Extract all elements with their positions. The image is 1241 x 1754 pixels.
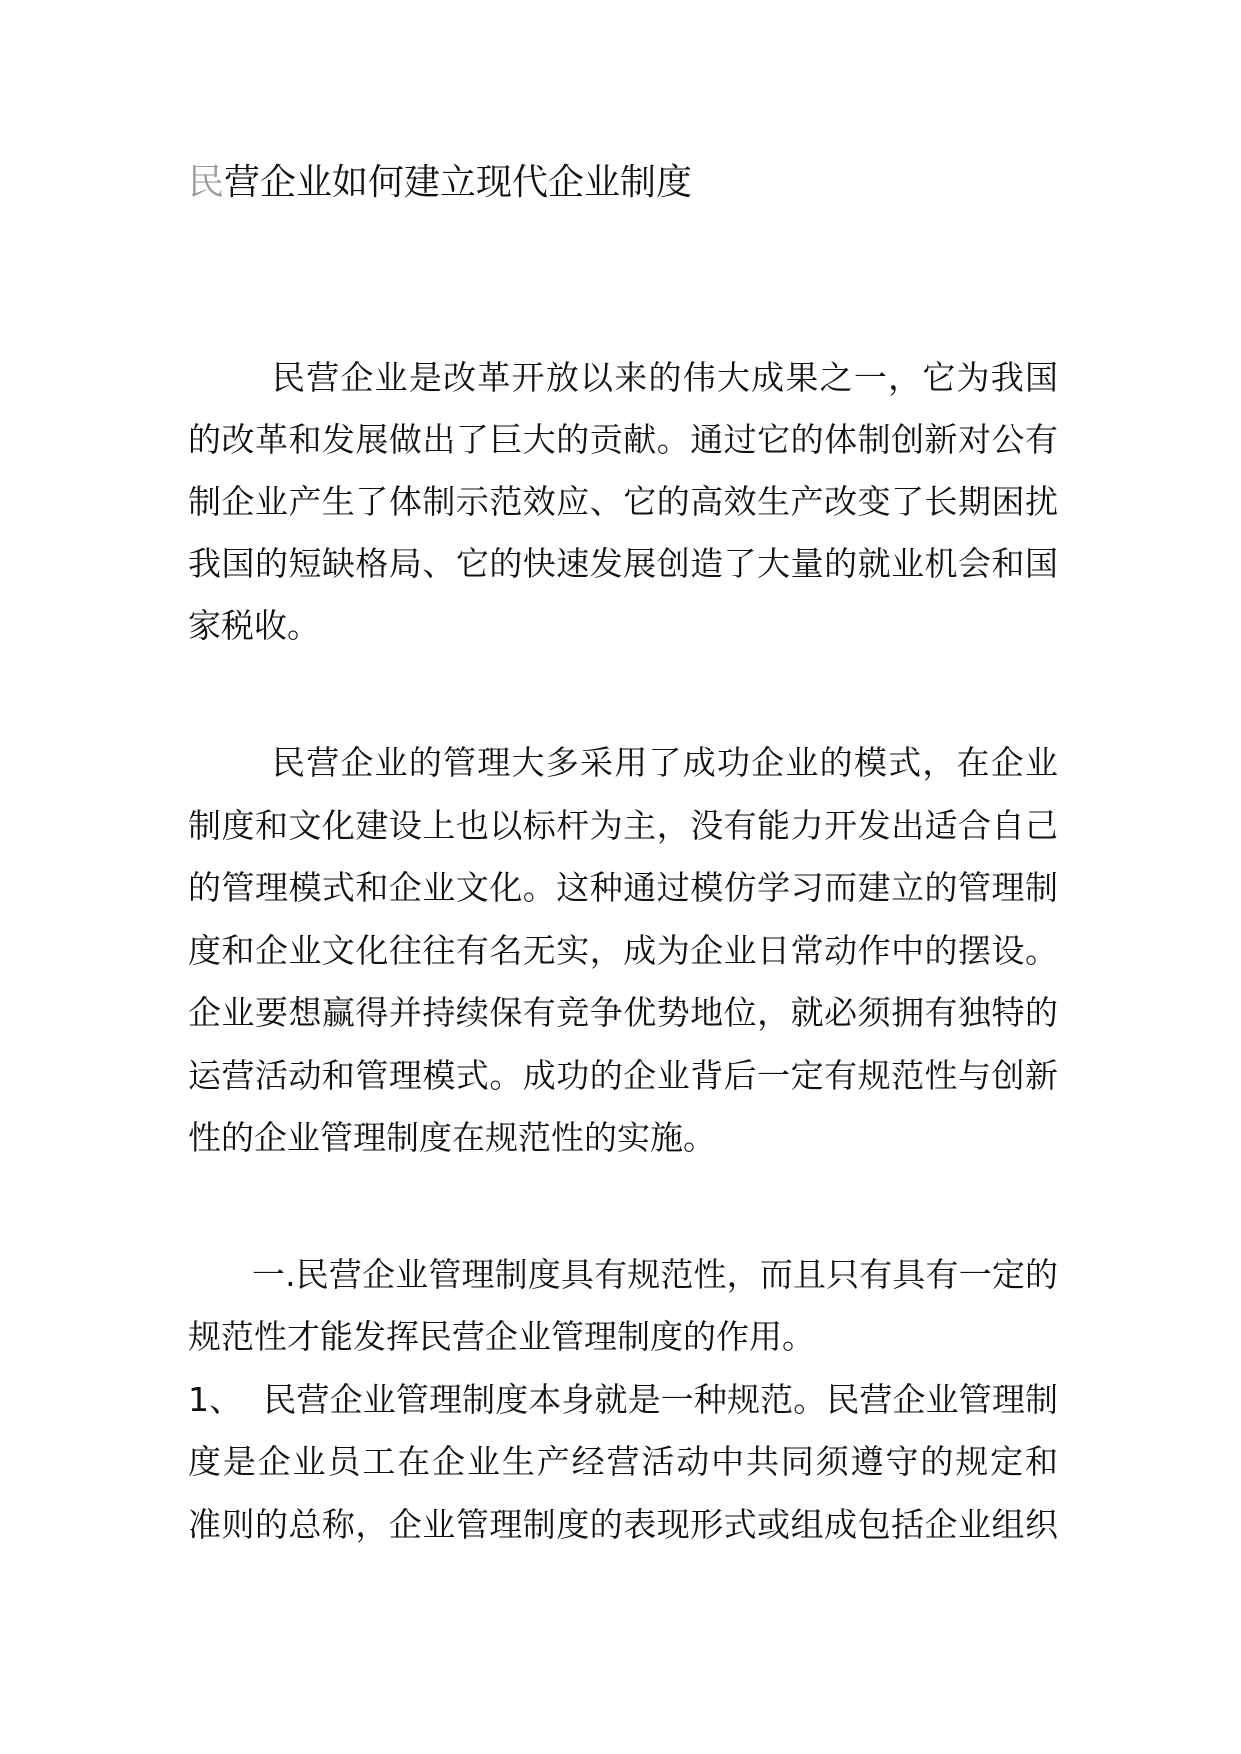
paragraph-line: 制企业产生了体制示范效应、它的高效生产改变了长期困扰 [188,482,1058,521]
paragraph-line: 民营企业是改革开放以来的伟大成果之一，它为我国 [272,358,1058,397]
paragraph-line: 1、 民营企业管理制度本身就是一种规范。民营企业管理制 [188,1380,1058,1419]
paragraph-line: 民营企业的管理大多采用了成功企业的模式，在企业 [272,743,1058,782]
document-title [188,158,692,208]
paragraph-line: 家税收。 [188,606,320,645]
paragraph-line: 度是企业员工在企业生产经营活动中共同须遵守的规定和 [188,1442,1058,1481]
paragraph-line: 制度和文化建设上也以标杆为主，没有能力开发出适合自己 [188,806,1058,845]
paragraph-line: 规范性才能发挥民营企业管理制度的作用。 [188,1317,815,1356]
paragraph-line: 我国的短缺格局、它的快速发展创造了大量的就业机会和国 [188,544,1058,583]
paragraph-line: 运营活动和管理模式。成功的企业背后一定有规范性与创新 [188,1056,1058,1095]
paragraph-line: 企业要想赢得并持续保有竞争优势地位，就必须拥有独特的 [188,993,1058,1032]
title-first-char: 民 [188,162,225,203]
paragraph-line: 准则的总称，企业管理制度的表现形式或组成包括企业组织 [188,1505,1058,1544]
paragraph-line: 的改革和发展做出了巨大的贡献。通过它的体制创新对公有 [188,420,1058,459]
paragraph-line: 度和企业文化往往有名无实，成为企业日常动作中的摆设。 [188,931,1058,970]
paragraph-line: 的管理模式和企业文化。这种通过模仿学习而建立的管理制 [188,868,1058,907]
paragraph-line: 性的企业管理制度在规范性的实施。 [188,1118,716,1157]
title-text: 营企业如何建立现代企业制度 [224,162,693,203]
paragraph-line: 一.民营企业管理制度具有规范性，而且只有具有一定的 [252,1255,1058,1294]
